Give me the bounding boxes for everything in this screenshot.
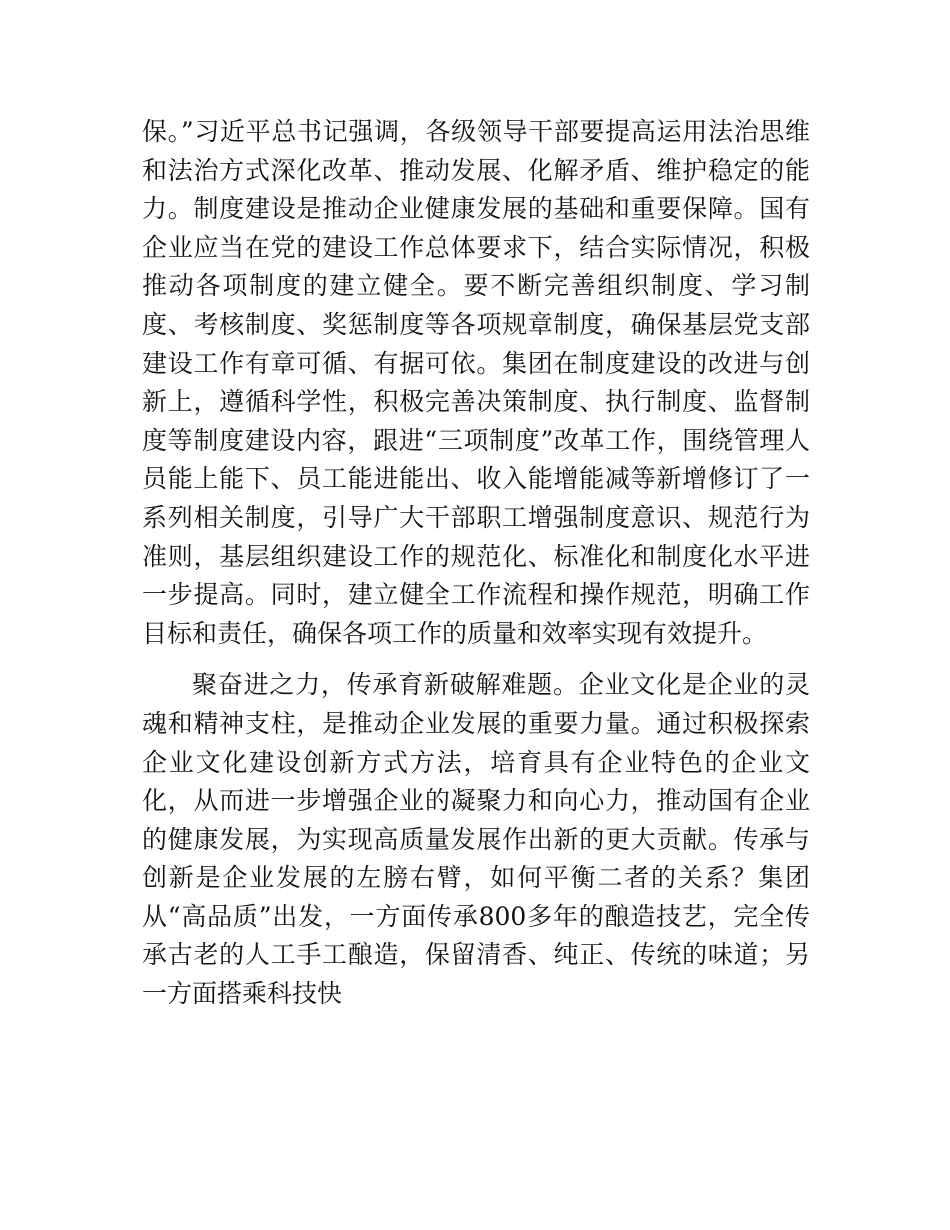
paragraph-culture: 聚奋进之力，传承育新破解难题。企业文化是企业的灵魂和精神支柱，是推动企业发展的重要力量。通过积极探索企业文化建设创新方式方法，培育具有企业特色的企业文化，从而进一步增强企业的凝聚力和向心力，推动国有企业的健康发展，为实现高质量发展作出新的更大贡献。传承与创新是企业发展的左膀右臂，如何平衡二者的关系？集团从“高品质”出发，一方面传承800多年的酿造技艺，完全传承古老的人工手工酿造，保留清香、纯正、传统的味道；另一方面搭乘科技快: [142, 670, 810, 1009]
document-body: [142, 113, 810, 1014]
paragraph-continued: 保。”习近平总书记强调，各级领导干部要提高运用法治思维和法治方式深化改革、推动发展、化解矛盾、维护稳定的能力。制度建设是推动企业健康发展的基础和重要保障。国有企业应当在党的建设工作总体要求下，结合实际情况，积极推动各项制度的建立健全。要不断完善组织制度、学习制度、考核制度、奖惩制度等各项规章制度，确保基层党支部建设工作有章可循、有据可依。集团在制度建设的改进与创新上，遵循科学性，积极完善决策制度、执行制度、监督制度等制度建设内容，跟进“三项制度”改革工作，围绕管理人员能上能下、员工能进能出、收入能增能减等新增修订了一系列相关制度，引导广大干部职工增强制度意识、规范行为准则，基层组织建设工作的规范化、标准化和制度化水平进一步提高。同时，建立健全工作流程和操作规范，明确工作目标和责任，确保各项工作的质量和效率实现有效提升。: [142, 117, 810, 648]
